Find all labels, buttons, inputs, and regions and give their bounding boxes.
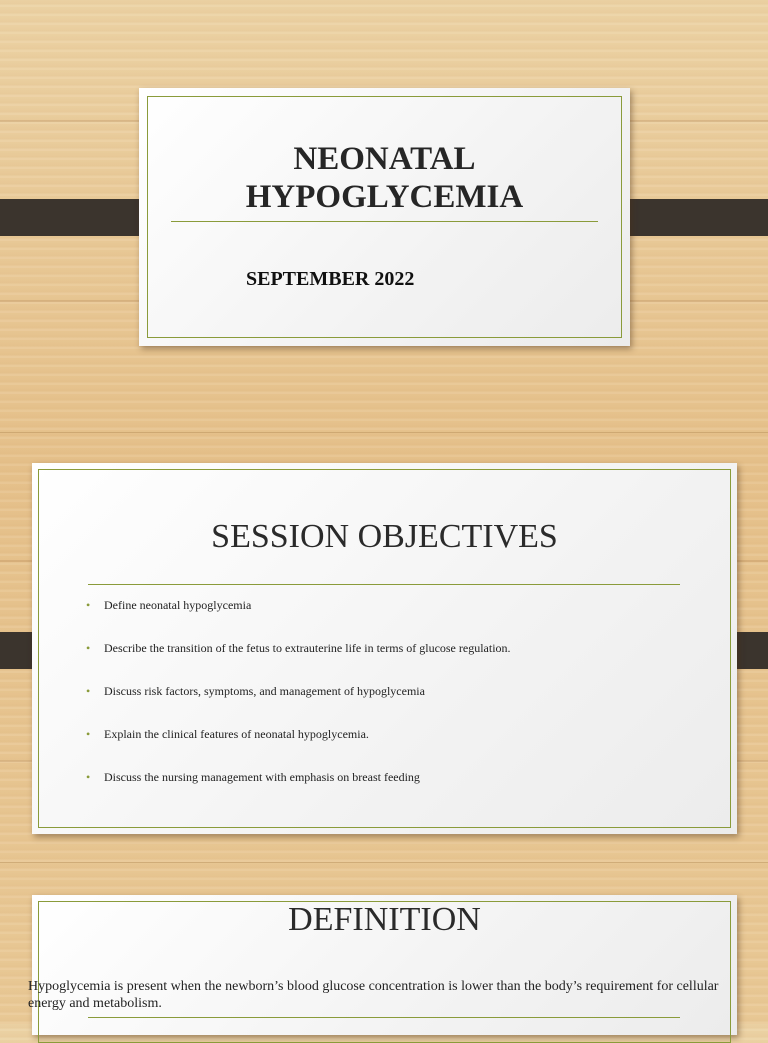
page-divider [0, 432, 768, 433]
objective-item: Describe the transition of the fetus to extrauterine life in terms of glucose regulation. [104, 641, 511, 655]
objectives-title: SESSION OBJECTIVES [211, 518, 558, 555]
decorative-band-right [612, 199, 768, 236]
definition-title: DEFINITION [288, 901, 481, 938]
slide-frame [147, 96, 622, 338]
bullet-icon: • [86, 641, 91, 655]
objective-item: Explain the clinical features of neonatal hypoglycemia. [104, 727, 369, 741]
bullet-icon: • [86, 727, 91, 741]
decorative-band-left [0, 199, 156, 236]
objective-item: Discuss risk factors, symptoms, and management of hypoglycemia [104, 684, 425, 698]
slide-date: SEPTEMBER 2022 [246, 268, 415, 290]
title-rule [88, 1017, 680, 1018]
slide-title [139, 140, 630, 216]
definition-slide [32, 895, 737, 1035]
objective-item: Define neonatal hypoglycemia [104, 598, 252, 612]
slide-title-line1: NEONATAL [293, 141, 476, 177]
slide-title-line2: HYPOGLYCEMIA [245, 179, 524, 215]
title-slide [139, 88, 630, 346]
bullet-icon: • [86, 684, 91, 698]
definition-text: Hypoglycemia is present when the newborn’s blood glucose concentration is lower than the body’s requirement for cellular energy and metabolism. [28, 979, 719, 1011]
bullet-icon: • [86, 598, 91, 612]
objective-item: Discuss the nursing management with emphasis on breast feeding [104, 770, 420, 784]
objectives-slide [32, 463, 737, 834]
title-rule [171, 221, 598, 222]
bullet-icon: • [86, 770, 91, 784]
title-rule [88, 584, 680, 585]
page-divider [0, 862, 768, 863]
